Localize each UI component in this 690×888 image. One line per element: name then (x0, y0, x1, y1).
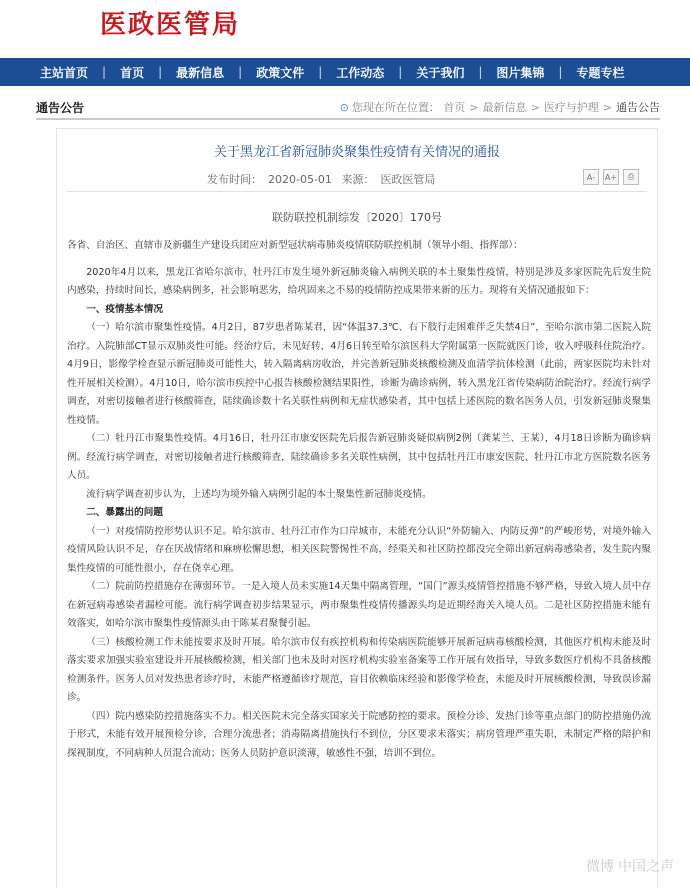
location-pin-icon: ⊙ (339, 101, 349, 114)
nav-separator: | (478, 65, 483, 79)
paragraph: （一）哈尔滨市聚集性疫情。4月2日，87岁患者陈某君，因“体温37.3℃、右下肢行走困难伴乏失禁4日”，至哈尔滨市第二医院入院治疗。入院肺部CT显示双肺炎性可能。经治疗后，未见好转，4月6日转至哈尔滨医科大学附属第一医院就医门诊，收入呼吸科住院治疗。4月9日，影像学检查显示新冠肺炎可能性大，转入隔离病房收治，并完善新冠肺炎核酸检测及血清学抗体检测（此前，两家医院均未针对性开展相关检测）。4月10日，哈尔滨市疾控中心报告核酸检测结果阳性，诊断为确诊病例，转入黑龙江省传染病防治院治疗。经流行病学调查，对密切接触者进行核酸筛查，陆续确诊数十名关联性病例和无症状感染者，其中包括上述医院的数名医务人员，引发新冠肺炎聚集性疫情。 (67, 322, 651, 426)
publish-label: 发布时间： (207, 173, 262, 186)
breadcrumb-item: 通告公告 (616, 101, 660, 114)
article-title: 关于黑龙江省新冠肺炎聚集性疫情有关情况的通报 (213, 145, 500, 160)
breadcrumb-item[interactable]: 首页 (443, 101, 466, 114)
breadcrumb-separator: > (469, 101, 479, 114)
publish-date: 2020-05-01 (268, 173, 332, 186)
spacer (67, 256, 651, 264)
nav-separator: | (102, 65, 107, 79)
breadcrumb-item[interactable]: 医疗与护理 (543, 101, 599, 114)
nav-separator: | (558, 65, 563, 79)
paragraph: （三）核酸检测工作未能按要求及时开展。哈尔滨市仅有疾控机构和传染病医院能够开展新冠病毒核酸检测，其他医疗机构未能及时落实要求加强实验室建设并开展核酸检测，相关部门也未及时对医疗机构实验室备案等工作开展有效指导，导致多数医疗机构不具备核酸检测条件。医务人员对发热患者诊疗时，未能严格遵循诊疗规范，盲目依赖临床经验和影像学检查，未能及时开展核酸检测，导致误诊漏诊。 (67, 636, 651, 703)
breadcrumb-prefix: 您现在所在位置： (351, 101, 440, 114)
nav-item[interactable]: 政策文件 (256, 65, 305, 80)
breadcrumb-separator: > (602, 101, 612, 114)
paragraph: 流行病学调查初步认为，上述均为境外输入病例引起的本土聚集性新冠肺炎疫情。 (86, 488, 432, 500)
site-header (0, 0, 690, 56)
nav-item[interactable]: 主站首页 (40, 65, 89, 80)
nav-item[interactable]: 最新信息 (176, 65, 225, 80)
breadcrumb-bar (36, 96, 660, 120)
article-panel (56, 128, 658, 888)
section-heading: 二、暴露出的问题 (86, 507, 163, 518)
article-tools (583, 169, 639, 185)
article-meta (207, 171, 441, 187)
watermark (586, 856, 674, 876)
source-label: 来源： (341, 173, 375, 186)
section-title: 通告公告 (36, 101, 85, 115)
nav-item[interactable]: 首页 (120, 65, 145, 80)
document-number: 联防联控机制综发〔2020〕170号 (272, 211, 442, 224)
section-heading: 一、疫情基本情况 (86, 303, 163, 315)
breadcrumb-item[interactable]: 最新信息 (482, 101, 527, 114)
nav-separator: | (158, 65, 163, 79)
weibo-icon: 微博 (586, 859, 614, 875)
paragraph: （四）院内感染防控措施落实不力。相关医院未完全落实国家关于院感防控的要求。预检分诊、发热门诊等重点部门的防控措施仍流于形式，未能有效开展预检分诊，合理分流患者；消毒隔离措施执行不到位，分区要求未落实；病房管理严重失职，未制定严格的陪护和探视制度，不同病种人员混合流动；医务人员防护意识淡薄，敏感性不强，培训不到位。 (67, 710, 651, 759)
paragraph: （二）牡丹江市聚集性疫情。4月16日，牡丹江市康安医院先后报告新冠肺炎疑似病例2例（龚某兰、王某），4月18日诊断为确诊病例。经流行病学调查，对密切接触者进行核酸筛查，陆续确诊多名关联性病例，其中包括牡丹江市康安医院、牡丹江市北方医院数名医务人员。 (67, 433, 651, 481)
font-decrease-button[interactable]: A- (583, 169, 599, 185)
paragraph: （一）对疫情防控形势认识不足。哈尔滨市、牡丹江市作为口岸城市，未能充分认识“外防输入、内防反弹”的严峻形势，对境外输入疫情风险认识不足，存在厌战情绪和麻痹松懈思想，相关医院警惕性不高，经渠关和社区防控都没完全筛出新冠病毒感染者，发生院内聚集性疫情的可能性很小，存在侥幸心理。 (67, 525, 651, 574)
print-icon[interactable]: ⎙ (623, 169, 639, 185)
main-nav (0, 58, 690, 86)
paragraph: （二）院前防控措施存在薄弱环节。一是入境人员未实施14天集中隔离管理，“国门”源头疫情管控措施不够严格，导致入境人员中存在新冠病毒感染者漏检可能。流行病学调查初步结果显示，两市聚集性疫情传播源头均是近期经海关入境人员。二是社区防控措施未能有效落实，如哈尔滨市聚集性疫情源头由于陈某君聚餐引起。 (67, 581, 651, 629)
nav-separator: | (398, 65, 403, 79)
paragraph: 2020年4月以来，黑龙江省哈尔滨市、牡丹江市发生境外新冠肺炎输入病例关联的本土聚集性疫情，特别是涉及多家医院先后发生院内感染，持续时间长，感染病例多，社会影响恶劣，给巩固来之不易的疫情防控成果带来新的压力。现将有关情况通报如下： (67, 266, 651, 296)
article-body (67, 237, 651, 763)
paragraph: 各省、自治区、直辖市及新疆生产建设兵团应对新型冠状病毒肺炎疫情联防联控机制（领导小组、指挥部）： (67, 240, 523, 251)
divider (67, 191, 647, 192)
source-value: 医政医管局 (380, 173, 436, 186)
watermark-brand: 中国之声 (618, 859, 674, 875)
nav-item[interactable]: 图片集锦 (496, 65, 545, 80)
nav-separator: | (238, 65, 243, 79)
font-increase-button[interactable]: A+ (603, 169, 619, 185)
nav-separator: | (318, 65, 323, 79)
nav-item[interactable]: 专题专栏 (576, 65, 625, 80)
site-logo[interactable]: 医政医管局 (100, 10, 241, 40)
breadcrumb-separator: > (530, 101, 540, 114)
nav-item[interactable]: 工作动态 (336, 65, 385, 80)
breadcrumb (340, 99, 660, 115)
nav-item[interactable]: 关于我们 (416, 65, 465, 80)
